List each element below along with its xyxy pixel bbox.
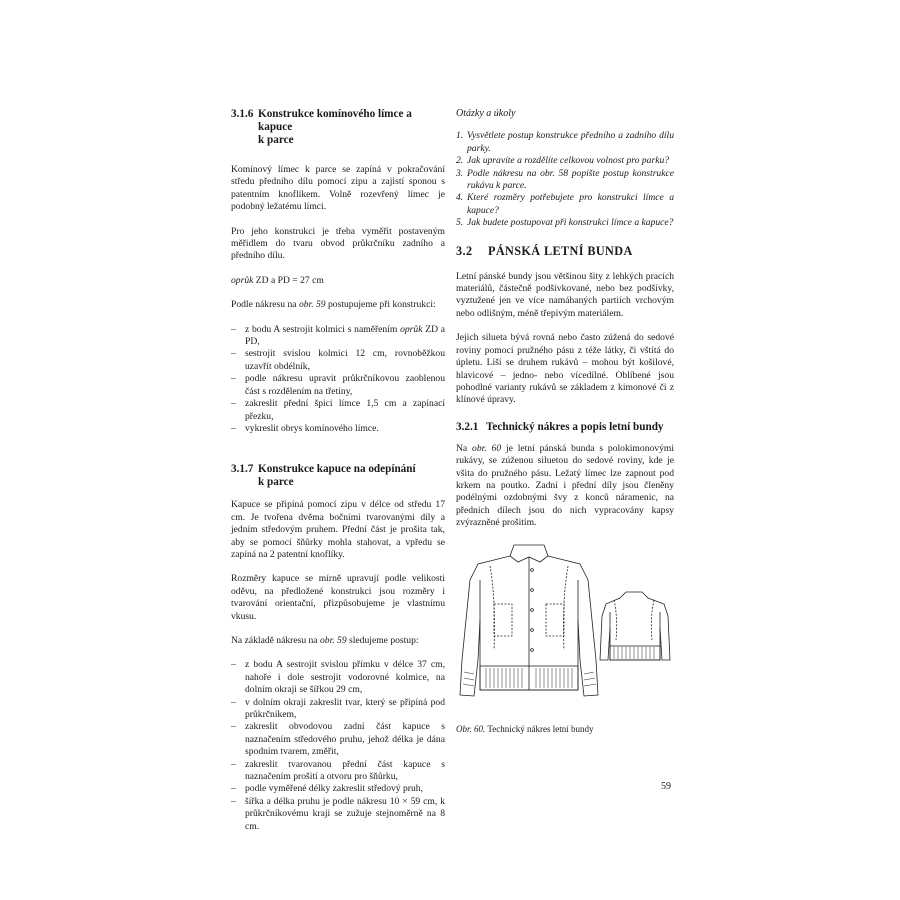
list-item: – zakreslit přední špici límce 1,5 cm a zapínací přezku, — [231, 398, 445, 423]
paragraph: Kapuce se připíná pomocí zipu v délce od středu 17 cm. Je tvořena dvěma bočními tvarovanými díly a jedním středovým pruhem. Přední část je prošita tak, aby se pomocí šňůrky mohla stahovat, a vpředu se zapíná na 2 patentní knoflíky. — [231, 499, 445, 560]
caption-reference: Obr. 60. — [456, 724, 486, 734]
paragraph — [231, 635, 445, 647]
list-item: – zakreslit tvarovanou přední část kapuce s naznačením prošití a otvoru pro šňůrku, — [231, 759, 445, 784]
section-3-2-1-heading — [456, 421, 674, 434]
section-number: 3.2 — [456, 243, 473, 258]
text: postupujeme při konstrukci: — [325, 299, 436, 311]
button — [531, 649, 534, 652]
formula-rest: ZD a PD = 27 cm — [253, 274, 324, 286]
text: Na základě nákresu na — [231, 634, 320, 646]
section-title — [258, 463, 416, 489]
list-item — [231, 324, 445, 349]
back-seam-lines — [614, 600, 654, 640]
question-text: Které rozměry potřebujete pro konstrukci límce a kapuce? — [467, 192, 674, 216]
button — [531, 629, 534, 632]
section-number: 3.1.7 — [231, 463, 254, 476]
list-item: – sestrojit svislou kolmici 12 cm, rovnoběžkou uzavřít obdélník, — [231, 348, 445, 373]
question-number: 4. — [456, 192, 464, 204]
question-item — [456, 155, 674, 167]
left-column — [231, 108, 445, 833]
paragraph: Jejich silueta bývá rovná nebo často zúžená do sedové roviny pomocí pružného pásu z téže látky, či vštítá do úpletu. Liší se druhem rukávů – mohou být košilové, hlavicové – jedno- nebo vícedílné. Oblíbené jsou pohodlné varianty rukávů se základem z kimonové či z klínové úpravy. — [456, 332, 674, 406]
jacket-technical-drawing — [456, 540, 674, 710]
figure-reference: obr. 59 — [319, 634, 347, 646]
question-item — [456, 168, 674, 193]
page-number: 59 — [661, 781, 671, 792]
back-right-outline — [626, 592, 670, 660]
list-item: – šířka a délka pruhu je podle nákresu 10 × 59 cm, k průkrčníkovému kraji se zužuje stejnoměrně na 8 cm. — [231, 796, 445, 833]
text: Na — [456, 442, 473, 454]
left-cuff-ribbing — [463, 672, 474, 686]
steps-list — [231, 324, 445, 436]
question-text: Jak budete postupovat při konstrukci límce a kapuce? — [467, 217, 674, 229]
section-title-line-2: k parce — [258, 476, 294, 489]
right-cuff-ribbing — [584, 672, 596, 686]
question-number: 3. — [456, 167, 464, 179]
caption-text: Technický nákres letní bundy — [485, 724, 594, 734]
list-item: – podle vyměřené délky zakreslit středový pruh, — [231, 783, 445, 795]
back-body-outline — [610, 612, 660, 660]
text: sledujeme postup: — [346, 634, 419, 646]
left-sleeve-outline — [460, 556, 510, 696]
back-ribbing-lines — [614, 647, 654, 659]
question-number: 5. — [456, 217, 464, 229]
term: oprůk — [400, 323, 423, 335]
text: je letní pánská bunda s polokimonovými rukávy, se zúženou siluetou do sedové roviny, kde je všita do pružného pásu. Ležatý límec lze zapnout pod krkem na poutko. Zadní i přední díly jsou členěny podélnými ozdobnými švy z konců náramenic, na předních dílech jsou do nich vypracovány kapsy zvýrazněné prošitím. — [456, 442, 675, 529]
question-text: Vysvětlete postup konstrukce předního a zadního dílu parky. — [467, 130, 674, 154]
buttons — [531, 569, 534, 652]
figure-reference: obr. 59 — [298, 299, 326, 311]
questions-list — [456, 130, 674, 229]
paragraph: Rozměry kapuce se mírně upravují podle velikosti oděvu, na předložené konstrukci jsou rozměry i tvarování orientační, přizpůsobujeme je vlastnímu vkusu. — [231, 573, 445, 622]
steps-list — [231, 659, 445, 833]
jacket-front-view — [460, 545, 598, 696]
list-item: – podle nákresu upravit průkrčníkovou zaoblenou část s rozdělením na třetiny, — [231, 373, 445, 398]
paragraph: Pro jeho konstrukci je třeba vyměřit postaveným měřidlem do tvaru obvod průkrčníku zadního a předního dílu. — [231, 225, 445, 262]
paragraph — [231, 299, 445, 311]
section-title — [258, 108, 445, 147]
text: z bodu A sestrojit kolmici s naměřením — [245, 323, 401, 335]
question-item — [456, 217, 674, 229]
section-title-line-1: Konstrukce komínového límce a kapuce — [258, 108, 412, 133]
figure-reference: obr. 60 — [472, 442, 502, 454]
question-item — [456, 130, 674, 155]
section-title: Technický nákres a popis letní bundy — [486, 420, 664, 433]
question-number: 2. — [456, 155, 464, 167]
figure-caption — [456, 724, 593, 734]
button — [531, 609, 534, 612]
button — [531, 589, 534, 592]
right-pocket — [546, 604, 564, 636]
section-number: 3.1.6 — [231, 108, 254, 120]
text: Podle nákresu na — [231, 299, 299, 311]
jacket-back-view — [600, 592, 670, 660]
formula — [231, 275, 445, 287]
question-text: Jak upravíte a rozdělíte celkovou volnost pro parku? — [467, 155, 670, 167]
question-item — [456, 192, 674, 217]
questions-heading: Otázky a úkoly — [456, 108, 516, 119]
formula-term: oprůk — [231, 274, 254, 286]
section-title-line-1: Konstrukce kapuce na odepínání — [258, 463, 416, 476]
paragraph: Letní pánské bundy jsou většinou šity z lehkých pracích materiálů, částečně podšívkované, nebo bez podšívky, vyztužené jen ve více namáhaných partiích vrchovým nebo odlišným, méně třepivým materiálem. — [456, 270, 674, 319]
section-3-1-6-heading — [231, 108, 445, 147]
paragraph: Komínový límec k parce se zapíná v pokračování středu předního dílu pomocí zipu a zajistí sponou s patentním knoflíkem. Volně rozevřený límec je podobný ležatému límci. — [231, 164, 445, 213]
section-title-line-2: k parce — [258, 134, 294, 146]
back-waistband — [610, 646, 660, 660]
paragraph — [456, 443, 674, 530]
section-title: PÁNSKÁ LETNÍ BUNDA — [488, 243, 633, 258]
right-sleeve-outline — [548, 556, 598, 696]
list-item: – vykreslit obrys komínového límce. — [231, 423, 445, 435]
list-item: – v dolním okraji zakreslit tvar, který se připíná pod průkrčníkem, — [231, 697, 445, 722]
text: ZD a PD, — [245, 323, 445, 348]
list-item: – zakreslit obvodovou zadní část kapuce s naznačením středového pruhu, jehož délka je dána spodním tvarem, změřit, — [231, 721, 445, 758]
section-3-1-7-heading — [231, 463, 445, 489]
left-pocket — [494, 604, 512, 636]
question-number: 1. — [456, 130, 464, 142]
question-text: Podle nákresu na obr. 58 popište postup konstrukce rukávu k parce. — [467, 167, 674, 192]
button — [531, 569, 534, 572]
list-item: – z bodu A sestrojit svislou přímku v délce 37 cm, nahoře i dole sestrojit vodorovné kolmice, na dolním okraji se šířkou 29 cm, — [231, 659, 445, 696]
section-number: 3.2.1 — [456, 420, 479, 433]
section-3-2-heading — [456, 244, 674, 258]
right-column — [456, 108, 674, 530]
